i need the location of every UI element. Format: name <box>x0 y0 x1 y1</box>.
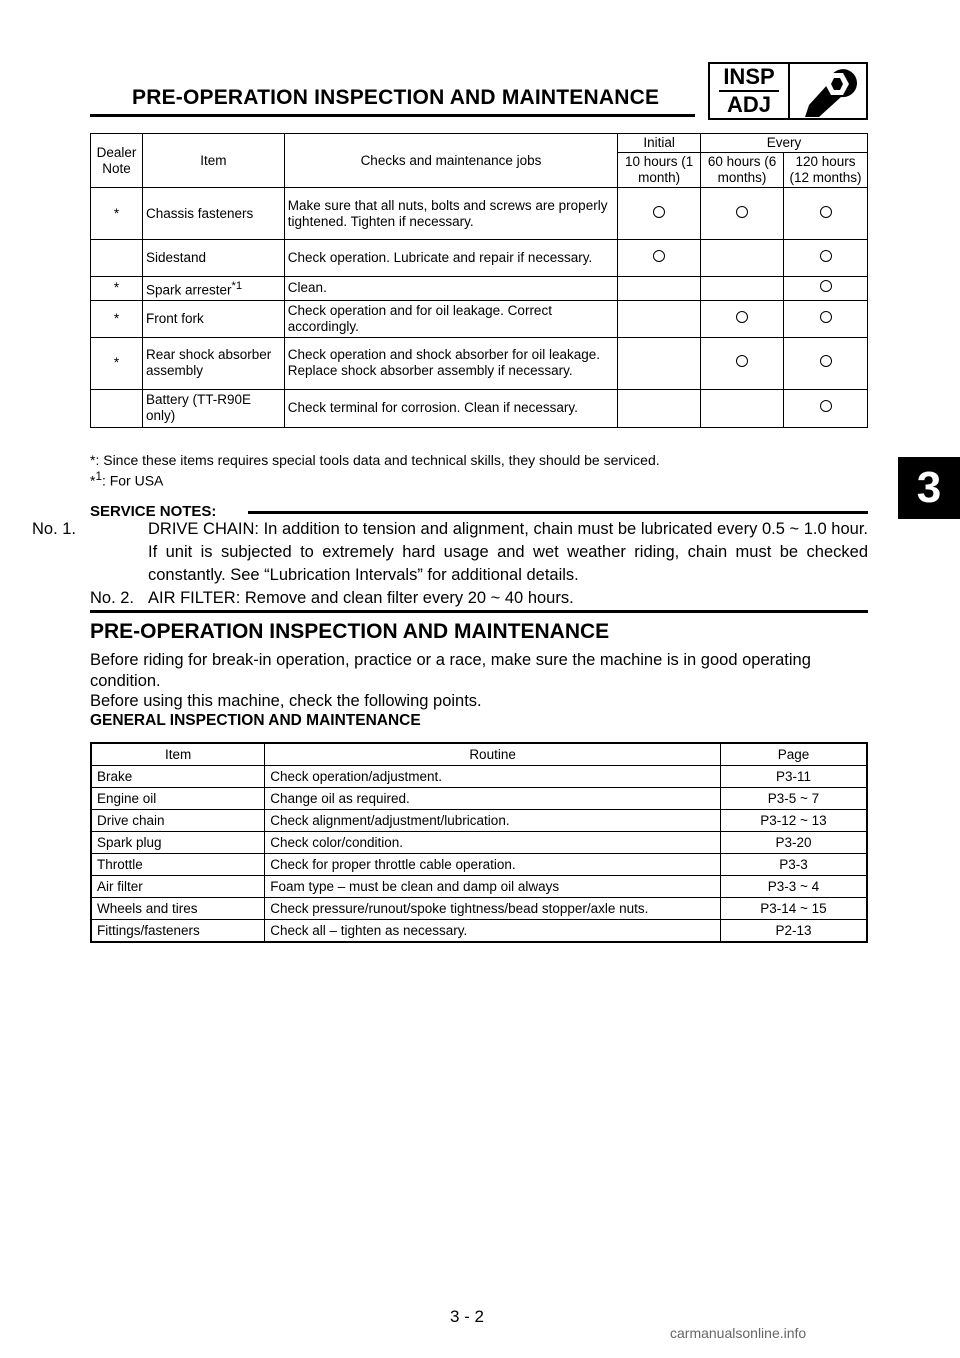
check-circle <box>701 337 784 389</box>
row-job: Make sure that all nuts, bolts and screws are properly tightened. Tighten if necessary. <box>284 188 617 240</box>
row-note <box>91 389 143 427</box>
row-item-text: Spark arrester <box>145 282 232 298</box>
insp-adj-badge <box>708 62 868 120</box>
row-item <box>142 277 284 301</box>
interval-60h-header: 60 hours (6 months) <box>701 153 784 188</box>
check-circle <box>618 240 701 277</box>
item-header: Item <box>91 743 265 766</box>
row-routine: Foam type – must be clean and damp oil always <box>265 876 721 898</box>
footnote-usa-sup: 1 <box>95 470 102 483</box>
table-row <box>91 898 867 920</box>
row-job: Clean. <box>284 277 617 301</box>
row-routine: Change oil as required. <box>265 788 721 810</box>
page-header-title: PRE-OPERATION INSPECTION AND MAINTENANCE <box>132 86 660 109</box>
table-row <box>91 188 868 240</box>
note-number: No. 2. <box>90 589 135 607</box>
check-circle-icon <box>820 280 832 292</box>
check-circle <box>784 300 868 337</box>
row-note: * <box>91 300 143 337</box>
row-item: Engine oil <box>91 788 265 810</box>
table-row <box>91 788 867 810</box>
check-circle <box>618 277 701 301</box>
wrench-icon <box>790 64 866 118</box>
check-circle <box>618 337 701 389</box>
badge-top-text: INSP <box>723 64 775 89</box>
row-routine: Check alignment/adjustment/lubrication. <box>265 810 721 832</box>
section-intro: Before riding for break-in operation, practice or a race, make sure the machine is in good operating condition. <box>90 651 811 690</box>
row-page: P3-14 ~ 15 <box>720 898 867 920</box>
table-row <box>91 876 867 898</box>
footnote-service: *: Since these items requires special tools data and technical skills, they should be serviced. <box>90 452 660 468</box>
check-circle-icon <box>736 206 748 218</box>
row-page: P3-5 ~ 7 <box>720 788 867 810</box>
row-job: Check terminal for corrosion. Clean if necessary. <box>284 389 617 427</box>
general-inspection-table <box>90 742 868 943</box>
row-job: Check operation and shock absorber for oil leakage. Replace shock absorber assembly if necessary. <box>284 337 617 389</box>
check-circle-icon <box>820 311 832 323</box>
check-circle <box>618 389 701 427</box>
row-item: Rear shock absorber assembly <box>142 337 284 389</box>
check-circle-icon <box>820 355 832 367</box>
row-page: P3-3 ~ 4 <box>720 876 867 898</box>
row-page: P3-11 <box>720 766 867 788</box>
table-row <box>91 766 867 788</box>
row-note: * <box>91 337 143 389</box>
header-rule <box>90 114 695 117</box>
check-circle <box>784 389 868 427</box>
checks-header: Checks and maintenance jobs <box>284 134 617 188</box>
check-circle <box>784 240 868 277</box>
table-row <box>91 389 868 427</box>
check-circle <box>701 277 784 301</box>
check-circle <box>701 240 784 277</box>
check-circle <box>618 300 701 337</box>
page-number: 3 - 2 <box>450 1307 485 1326</box>
check-circle <box>701 188 784 240</box>
table-row <box>91 832 867 854</box>
section-checklist-intro: Before using this machine, check the following points. <box>90 692 482 710</box>
check-circle-icon <box>820 250 832 262</box>
interval-10h-header: 10 hours (1 month) <box>618 153 701 188</box>
row-page: P2-13 <box>720 920 867 943</box>
row-page: P3-3 <box>720 854 867 876</box>
routine-header: Routine <box>265 743 721 766</box>
check-circle-icon <box>820 400 832 412</box>
chapter-tab[interactable]: 3 <box>898 457 960 519</box>
table-row <box>91 920 867 943</box>
row-item: Throttle <box>91 854 265 876</box>
row-page: P3-20 <box>720 832 867 854</box>
check-circle-icon <box>820 206 832 218</box>
row-item: Wheels and tires <box>91 898 265 920</box>
row-page: P3-12 ~ 13 <box>720 810 867 832</box>
row-note <box>91 240 143 277</box>
footnote-usa <box>90 470 163 489</box>
general-inspection-title: GENERAL INSPECTION AND MAINTENANCE <box>90 712 421 729</box>
note-text: DRIVE CHAIN: In addition to tension and alignment, chain must be lubricated every 0.5 ~ 1.0 hour. If unit is subjected to extremely hard usage and wet weather riding, chain must be checked constantly. See “Lubrication Intervals” for additional details. <box>148 520 868 584</box>
check-circle <box>701 300 784 337</box>
footnote-usa-mark: * <box>90 472 96 489</box>
row-item: Sidestand <box>142 240 284 277</box>
badge-bottom-text: ADJ <box>726 92 771 117</box>
usa-footnote-mark: *1 <box>231 280 243 292</box>
check-circle <box>784 337 868 389</box>
maintenance-table <box>90 133 868 428</box>
row-note: * <box>91 277 143 301</box>
row-item: Chassis fasteners <box>142 188 284 240</box>
service-note-2 <box>90 587 868 610</box>
row-job: Check operation. Lubricate and repair if necessary. <box>284 240 617 277</box>
table-row <box>91 854 867 876</box>
row-routine: Check color/condition. <box>265 832 721 854</box>
watermark: carmanualsonline.info <box>670 1325 807 1341</box>
row-note: * <box>91 188 143 240</box>
every-header: Every <box>701 134 868 153</box>
row-item: Brake <box>91 766 265 788</box>
table-row <box>91 240 868 277</box>
note-number: No. 1. <box>32 520 77 538</box>
table-row <box>91 300 868 337</box>
row-item: Air filter <box>91 876 265 898</box>
table-header-row <box>91 134 868 153</box>
service-notes-heading: SERVICE NOTES: <box>90 503 217 520</box>
service-note-1 <box>32 518 868 587</box>
footnote-usa-text: : For USA <box>101 472 164 489</box>
section-title: PRE-OPERATION INSPECTION AND MAINTENANCE <box>90 620 610 643</box>
check-circle <box>618 188 701 240</box>
table-header-row <box>91 743 867 766</box>
initial-header: Initial <box>618 134 701 153</box>
row-routine: Check all – tighten as necessary. <box>265 920 721 943</box>
row-item: Spark plug <box>91 832 265 854</box>
check-circle-icon <box>736 311 748 323</box>
item-header: Item <box>142 134 284 188</box>
row-routine: Check operation/adjustment. <box>265 766 721 788</box>
check-circle <box>701 389 784 427</box>
section-divider <box>90 610 868 613</box>
dealer-note-header: Dealer Note <box>91 134 143 188</box>
check-circle <box>784 277 868 301</box>
interval-120h-header: 120 hours (12 months) <box>784 153 868 188</box>
check-circle-icon <box>736 355 748 367</box>
row-routine: Check for proper throttle cable operation. <box>265 854 721 876</box>
table-row <box>91 337 868 389</box>
row-job: Check operation and for oil leakage. Correct accordingly. <box>284 300 617 337</box>
page-header: Page <box>720 743 867 766</box>
row-item: Front fork <box>142 300 284 337</box>
check-circle-icon <box>653 206 665 218</box>
badge-text <box>710 64 790 118</box>
check-circle-icon <box>653 250 665 262</box>
check-circle <box>784 188 868 240</box>
row-item: Drive chain <box>91 810 265 832</box>
row-item: Battery (TT-R90E only) <box>142 389 284 427</box>
service-notes-rule <box>248 511 868 514</box>
note-text: AIR FILTER: Remove and clean filter every 20 ~ 40 hours. <box>148 589 574 607</box>
table-row <box>91 810 867 832</box>
row-item: Fittings/fasteners <box>91 920 265 943</box>
row-routine: Check pressure/runout/spoke tightness/bead stopper/axle nuts. <box>265 898 721 920</box>
table-row <box>91 277 868 301</box>
